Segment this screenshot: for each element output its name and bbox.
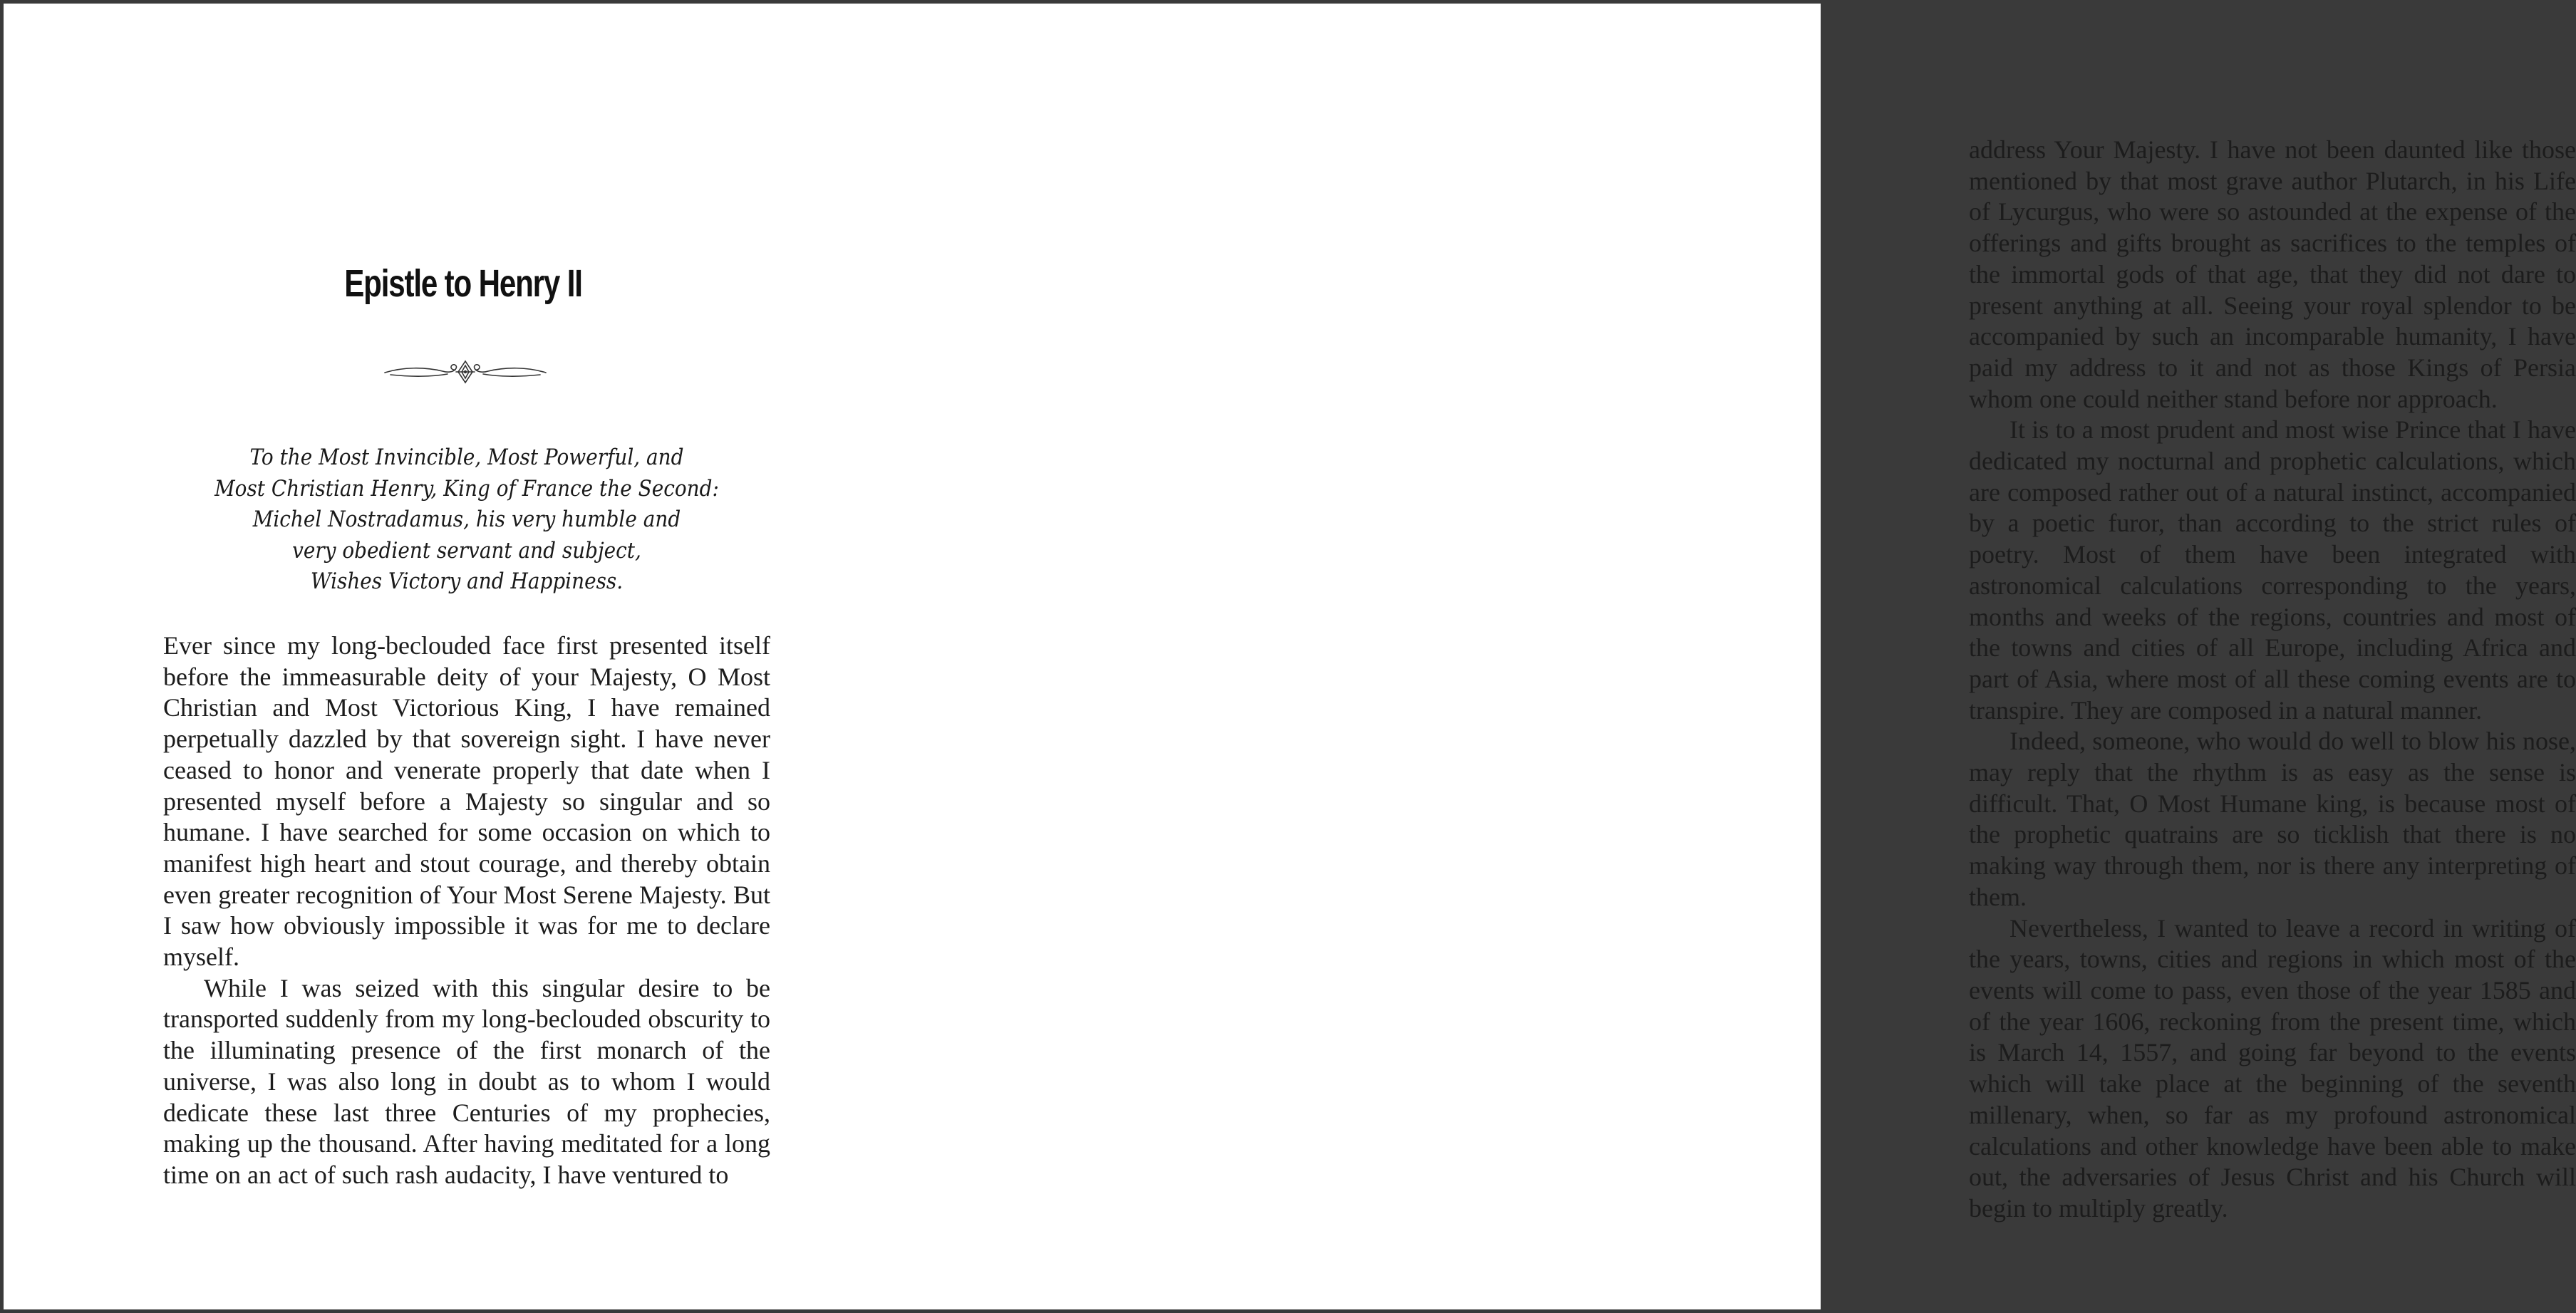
paragraph: Indeed, someone, who would do well to blow his nose, may reply that the rhythm is as easy as the sense is difficult. That, O Most Humane king, is because most of the prophetic quatrains are so ticklish that there is no making way through them, nor is there any interpreting of them.	[1969, 727, 2576, 911]
paragraph-continuation: address Your Majesty. I have not been daunted like those mentioned by that most grave author Plutarch, in his Life of Lycurgus, who were so astounded at the expense of the offerings and gifts brought as sacrifices to the temples of the immortal gods of that age, that they did not dare to present anything at all. Seeing your royal splendor to be accompanied by such an incomparable humanity, I have paid my address to it and not as those Kings of Persia whom one could neither stand before nor approach.	[1969, 135, 2576, 413]
paragraph: It is to a most prudent and most wise Prince that I have dedicated my nocturnal and prophetic calculations, which are composed rather out of a natural instinct, accompanied by a poetic furor, than according to the strict rules of poetry. Most of them have been integrated with astronomical calculations corresponding to the years, months and weeks of the regions, countries and most of the towns and cities of all Europe, including Africa and part of Asia, where most of all these coming events are to transpire. They are composed in a natural manner.	[1969, 415, 2576, 725]
left-body-text	[163, 630, 770, 1191]
salutation-line: Most Christian Henry, King of France the Second:	[214, 475, 719, 502]
ornament-divider-icon	[382, 356, 549, 388]
left-page	[4, 4, 912, 1309]
paragraph: Ever since my long-beclouded face first presented itself before the immeasurable deity of your Majesty, O Most Christian and Most Victorious King, I have remained perpetually dazzled by that sovereign sight. I have never ceased to honor and venerate properly that date when I presented myself before a Majesty so singular and so humane. I have searched for some occasion on which to manifest high heart and stout courage, and thereby obtain even greater recognition of Your Most Serene Majesty. But I saw how obviously impossible it was for me to declare myself.	[163, 631, 770, 972]
chapter-title: Epistle to Henry II	[344, 262, 582, 305]
paragraph: While I was seized with this singular desire to be transported suddenly from my long-beclouded obscurity to the illuminating presence of the first monarch of the universe, I was also long in doubt as to whom I would dedicate these last three Centuries of my prophecies, making up the thousand. After having meditated for a long time on an act of such rash audacity, I have ventured to	[163, 973, 770, 1189]
right-page	[912, 4, 2576, 1309]
right-body-text	[1969, 135, 2576, 1225]
salutation-line: Michel Nostradamus, his very humble and	[252, 507, 681, 533]
salutation-line: Wishes Victory and Happiness.	[310, 569, 624, 595]
salutation-block	[195, 442, 740, 598]
book-spread	[4, 4, 2576, 1309]
paragraph: Nevertheless, I wanted to leave a record in writing of the years, towns, cities and regions in which most of the events will come to pass, even those of the year 1585 and of the year 1606, reckoning from the present time, which is March 14, 1557, and going far beyond to the events which will take place at the beginning of the seventh millenary, when, so far as my profound astronomical calculations and other knowledge have been able to make out, the adversaries of Jesus Christ and his Church will begin to multiply greatly.	[1969, 913, 2576, 1223]
salutation-line: To the Most Invincible, Most Powerful, and	[249, 445, 684, 470]
salutation-line: very obedient servant and subject,	[292, 537, 641, 564]
